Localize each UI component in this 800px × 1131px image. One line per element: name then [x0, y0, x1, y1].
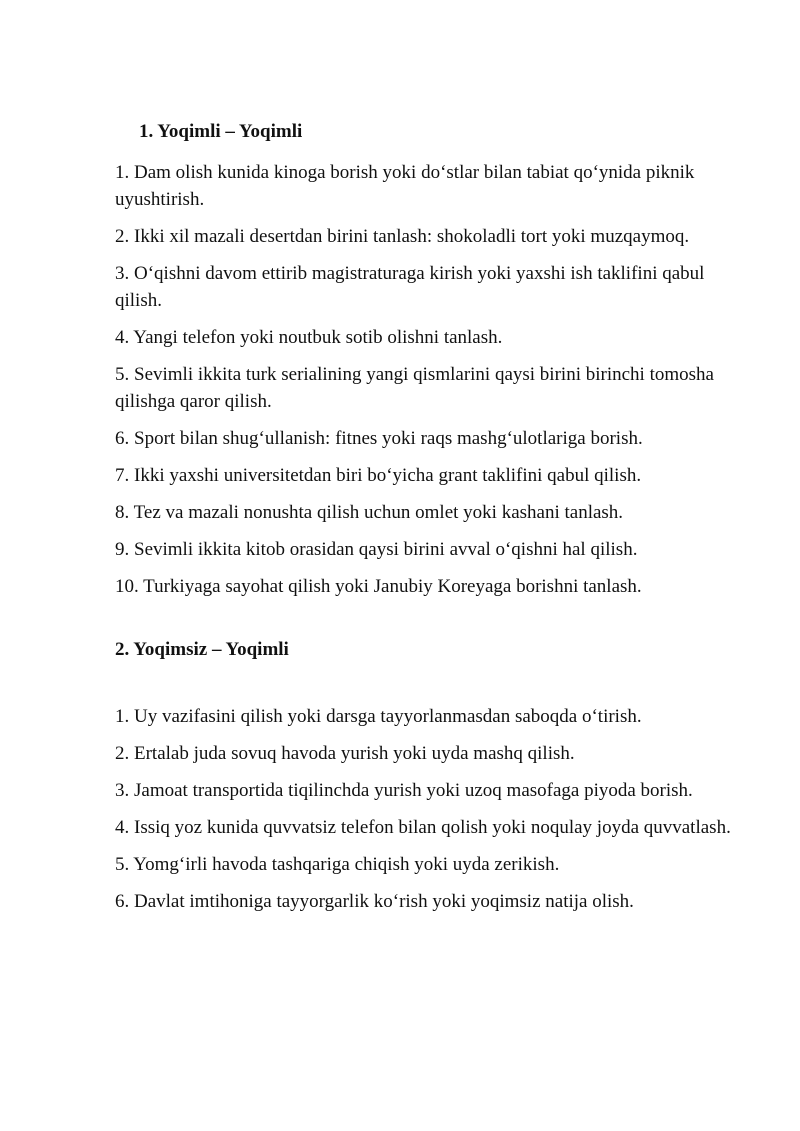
list-item: 1. Dam olish kunida kinoga borish yoki do‘stlar bilan tabiat qo‘ynida piknik uyushtirish.: [115, 162, 695, 210]
list-item: 8. Tez va mazali nonushta qilish uchun omlet yoki kashani tanlash.: [115, 502, 624, 523]
list-item: 6. Davlat imtihoniga tayyorgarlik ko‘rish yoki yoqimsiz natija olish.: [115, 891, 634, 912]
list-item: 2. Ikki xil mazali desertdan birini tanlash: shokoladli tort yoki muzqaymoq.: [115, 226, 690, 247]
list-item: 3. O‘qishni davom ettirib magistraturaga kirish yoki yaxshi ish taklifini qabul qilish.: [115, 263, 705, 311]
list-item: 3. Jamoat transportida tiqilinchda yurish yoki uzoq masofaga piyoda borish.: [115, 780, 693, 801]
section-yoqimli-yoqimli: [115, 118, 735, 600]
choice-list: [115, 703, 735, 915]
list-item: 1. Uy vazifasini qilish yoki darsga tayyorlanmasdan saboqda o‘tirish.: [115, 706, 642, 727]
section-title: 2. Yoqimsiz – Yoqimli: [115, 639, 289, 660]
list-item: 5. Sevimli ikkita turk serialining yangi qismlarini qaysi birini birinchi tomosha qilishga qaror qilish.: [115, 364, 714, 412]
list-item: 7. Ikki yaxshi universitetdan biri bo‘yicha grant taklifini qabul qilish.: [115, 465, 642, 486]
choice-list: [115, 159, 735, 600]
document-content: [115, 118, 735, 925]
list-item: 10. Turkiyaga sayohat qilish yoki Janubiy Koreyaga borishni tanlash.: [115, 576, 642, 597]
section-title: 1. Yoqimli – Yoqimli: [139, 121, 303, 142]
list-item: 6. Sport bilan shug‘ullanish: fitnes yoki raqs mashg‘ulotlariga borish.: [115, 428, 643, 449]
list-item: 9. Sevimli ikkita kitob orasidan qaysi birini avval o‘qishni hal qilish.: [115, 539, 638, 560]
list-item: 4. Issiq yoz kunida quvvatsiz telefon bilan qolish yoki noqulay joyda quvvatlash.: [115, 817, 731, 838]
list-item: 5. Yomg‘irli havoda tashqariga chiqish yoki uyda zerikish.: [115, 854, 560, 875]
section-yoqimsiz-yoqimli: [115, 636, 735, 915]
section-spacer: [115, 664, 735, 703]
list-item: 4. Yangi telefon yoki noutbuk sotib olishni tanlash.: [115, 327, 503, 348]
list-item: 2. Ertalab juda sovuq havoda yurish yoki uyda mashq qilish.: [115, 743, 575, 764]
